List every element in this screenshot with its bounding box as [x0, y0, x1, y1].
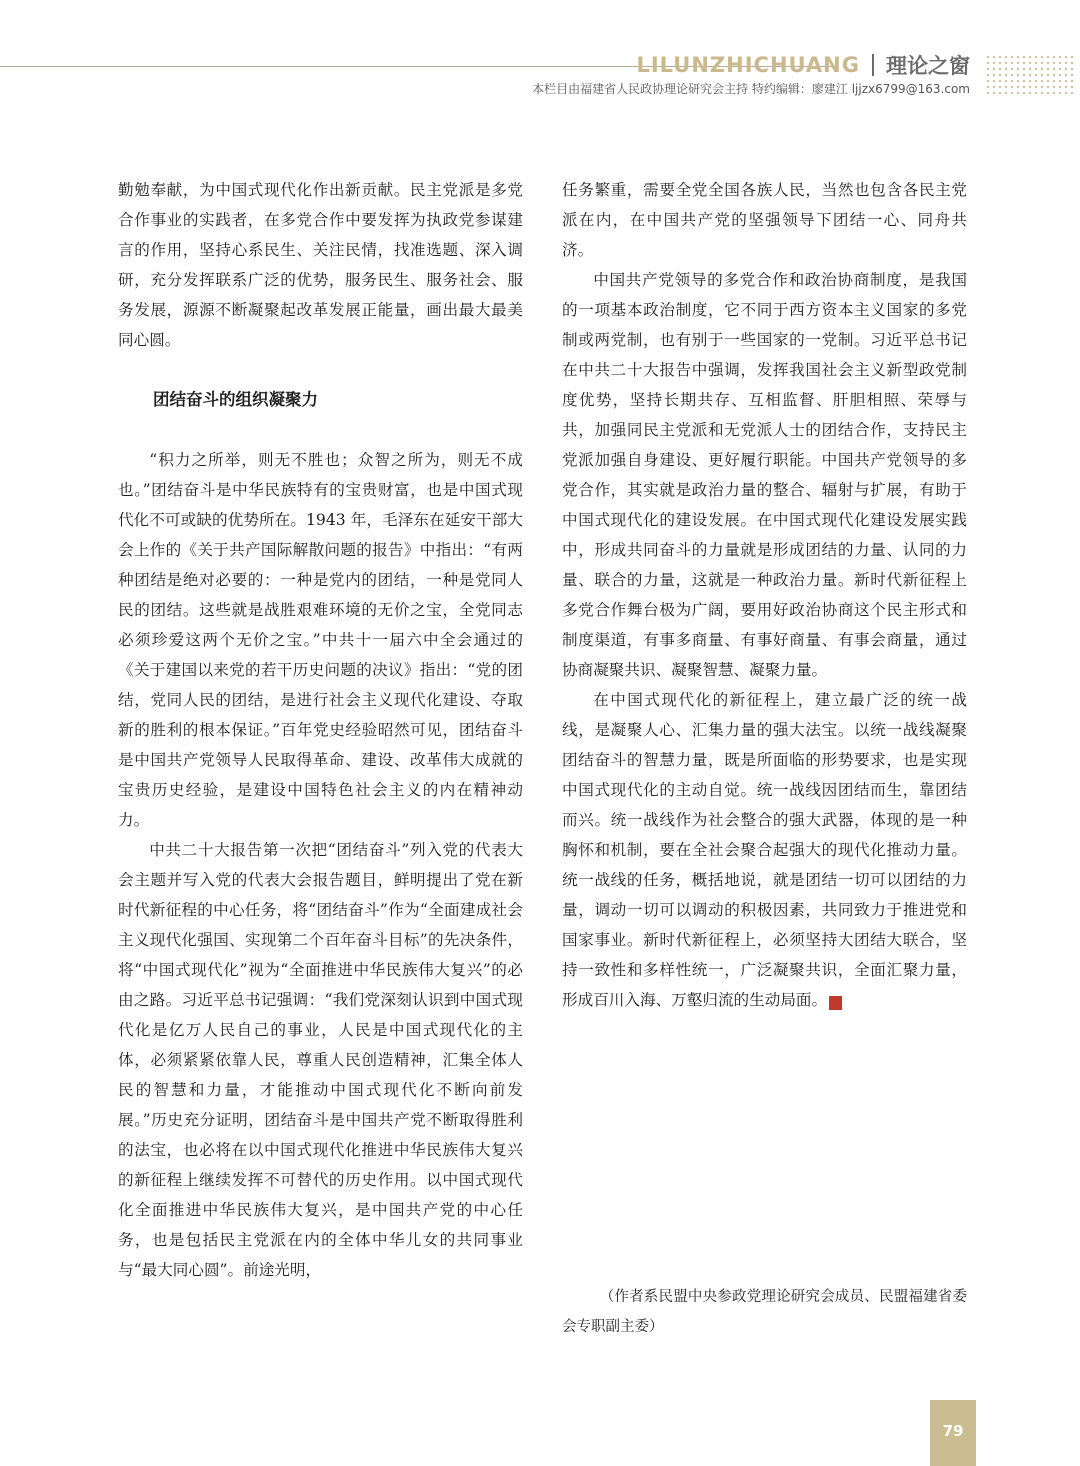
- paragraph: 勤勉奉献，为中国式现代化作出新贡献。民主党派是多党合作事业的实践者，在多党合作中要发挥为执政党参谋建言的作用，坚持心系民生、关注民情，找准选题、深入调研，充分发挥联系广泛的优势，服务民生、服务社会、服务发展，源源不断凝聚起改革发展正能量，画出最大最美同心圆。: [118, 181, 523, 349]
- author-note: [562, 1282, 967, 1342]
- section-heading: 团结奋斗的组织凝聚力: [153, 390, 318, 409]
- paragraph: 中国共产党领导的多党合作和政治协商制度，是我国的一项基本政治制度，它不同于西方资本主义国家的多党制或两党制，也有别于一些国家的一党制。习近平总书记在中共二十大报告中强调，发挥我国社会主义新型政党制度优势，坚持长期共存、互相监督、肝胆相照、荣辱与共，加强同民主党派和无党派人士的团结合作，支持民主党派加强自身建设、更好履行职能。中国共产党领导的多党合作，其实就是政治力量的整合、辐射与扩展，有助于中国式现代化的建设发展。在中国式现代化建设发展实践中，形成共同奋斗的力量就是形成团结的力量、认同的力量、联合的力量，这就是一种政治力量。新时代新征程上多党合作舞台极为广阔，要用好政治协商这个民主形式和制度渠道，有事多商量、有事好商量、有事会商量，通过协商凝聚共识、凝聚智慧、凝聚力量。: [562, 271, 967, 679]
- column-brand: [636, 50, 970, 80]
- left-column: [118, 175, 523, 1285]
- brand-title: 理论之窗: [886, 54, 970, 78]
- brand-separator: [872, 54, 874, 76]
- paragraph: 任务繁重，需要全党全国各族人民，当然也包含各民主党派在内，在中国共产党的坚强领导下团结一心、同舟共济。: [562, 181, 967, 259]
- paragraph: 中共二十大报告第一次把“团结奋斗”列入党的代表大会主题并写入党的代表大会报告题目，鲜明提出了党在新时代新征程的中心任务，将“团结奋斗”作为“全面建成社会主义现代化强国、实现第二个百年奋斗目标”的先决条件，将“中国式现代化”视为“全面推进中华民族伟大复兴”的必由之路。习近平总书记强调：“我们党深刻认识到中国式现代化是亿万人民自己的事业，人民是中国式现代化的主体，必须紧紧依靠人民，尊重人民创造精神，汇集全体人民的智慧和力量，才能推动中国式现代化不断向前发展。”历史充分证明，团结奋斗是中国共产党不断取得胜利的法宝，也必将在以中国式现代化推进中华民族伟大复兴的新征程上继续发挥不可替代的历史作用。以中国式现代化全面推进中华民族伟大复兴，是中国共产党的中心任务，也是包括民主党派在内的全体中华儿女的共同事业与“最大同心圆”。前途光明，: [118, 841, 523, 1279]
- decorative-dot-grid: [985, 54, 1077, 94]
- right-column: [562, 175, 967, 1015]
- page-number: 79: [930, 1400, 976, 1466]
- column-host-line: 本栏目由福建省人民政协理论研究会主持 特约编辑：廖建江 ljjzx6799@163.com: [532, 82, 970, 96]
- paragraph: [562, 685, 967, 1015]
- author-note-text: （作者系民盟中央参政党理论研究会成员、民盟福建省委会专职副主委）: [562, 1289, 967, 1335]
- end-mark-icon: Z: [829, 996, 842, 1010]
- paragraph: “积力之所举，则无不胜也；众智之所为，则无不成也。”团结奋斗是中华民族特有的宝贵财富，也是中国式现代化不可或缺的优势所在。1943 年，毛泽东在延安干部大会上作的《关于共产国际解散问题的报告》中指出：“有两种团结是绝对必要的：一种是党内的团结，一种是党同人民的团结。这些就是战胜艰难环境的无价之宝，全党同志必须珍爱这两个无价之宝。”中共十一届六中全会通过的《关于建国以来党的若干历史问题的决议》指出：“党的团结，党同人民的团结，是进行社会主义现代化建设、夺取新的胜利的根本保证。”百年党史经验昭然可见，团结奋斗是中国共产党领导人民取得革命、建设、改革伟大成就的宝贵历史经验，是建设中国特色社会主义的内在精神动力。: [118, 451, 523, 829]
- paragraph-text: 在中国式现代化的新征程上，建立最广泛的统一战线，是凝聚人心、汇集力量的强大法宝。以统一战线凝聚团结奋斗的智慧力量，既是所面临的形势要求，也是实现中国式现代化的主动自觉。统一战线因团结而生，靠团结而兴。统一战线作为社会整合的强大武器，体现的是一种胸怀和机制，要在全社会聚合起强大的现代化推动力量。统一战线的任务，概括地说，就是团结一切可以团结的力量，调动一切可以调动的积极因素，共同致力于推进党和国家事业。新时代新征程上，必须坚持大团结大联合，坚持一致性和多样性统一，广泛凝聚共识，全面汇聚力量，形成百川入海、万壑归流的生动局面。: [562, 691, 967, 1009]
- brand-pinyin: LILUNZHICHUANG: [636, 53, 860, 77]
